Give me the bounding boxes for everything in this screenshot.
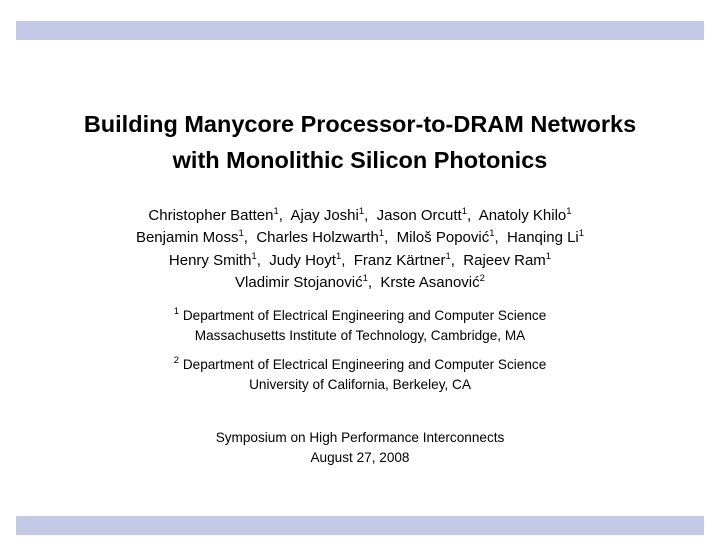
author-affiliation-mark: 1 — [251, 250, 257, 262]
venue-date: August 27, 2008 — [310, 450, 410, 465]
affiliation-berkeley — [0, 355, 720, 395]
author-affiliation-mark: 1 — [362, 272, 368, 284]
affiliation-department: Department of Electrical Engineering and Computer Science — [182, 357, 547, 372]
title-line-1: Building Manycore Processor-to-DRAM Networks — [83, 111, 637, 137]
author-affiliation-mark: 1 — [445, 250, 451, 262]
author-affiliation-mark: 1 — [238, 228, 244, 240]
author-line-3: Henry Smith$^1$, Judy Hoyt$^1$, Franz Kärtner$^1$, Rajeev Ram$^1$ — [168, 250, 552, 269]
author-list — [0, 205, 720, 294]
author-name: Henry Smith — [168, 251, 252, 269]
author-affiliation-mark: 1 — [461, 206, 468, 217]
affiliation-mit — [0, 306, 720, 346]
top-decorative-bar — [16, 21, 704, 40]
author-affiliation-mark: 1 — [273, 206, 279, 217]
author-name: Anatoly Khilo — [478, 207, 567, 224]
author-name: Vladimir Stojanović — [235, 273, 363, 291]
author-name: Christopher Batten — [148, 207, 274, 224]
author-name: Jason Orcutt — [376, 207, 462, 224]
venue-block — [0, 428, 720, 468]
author-name: Benjamin Moss — [135, 229, 239, 247]
author-name: Charles Holzwarth — [256, 229, 379, 247]
affiliation-institution: Massachusetts Institute of Technology, Cambridge, MA — [194, 328, 526, 343]
author-affiliation-mark: 1 — [335, 250, 342, 262]
author-affiliation-mark: 1 — [358, 206, 365, 217]
affiliation-mark: 1 — [173, 306, 180, 317]
slide-title — [0, 106, 720, 178]
author-affiliation-mark: 1 — [566, 206, 572, 217]
author-affiliation-mark: 1 — [489, 228, 495, 240]
affiliation-mark: 2 — [173, 355, 180, 366]
author-line-4: Vladimir Stojanović$^1$, Krste Asanović$^2$ — [235, 272, 485, 291]
author-line-2: Benjamin Moss$^1$, Charles Holzwarth$^1$, Miloš Popović$^1$, Hanqing Li$^1$ — [135, 228, 585, 247]
affiliation-department: Department of Electrical Engineering and Computer Science — [182, 308, 547, 323]
author-name: Krste Asanović — [380, 273, 480, 291]
author-name: Miloš Popović — [396, 229, 490, 247]
author-affiliation-mark: 1 — [545, 250, 552, 262]
venue-event: Symposium on High Performance Interconnects — [215, 430, 505, 445]
author-name: Hanqing Li — [507, 229, 579, 247]
author-affiliation-mark: 2 — [479, 272, 485, 284]
author-name: Ajay Joshi — [290, 207, 359, 224]
author-name: Franz Kärtner — [353, 251, 446, 269]
title-line-2: with Monolithic Silicon Photonics — [172, 147, 548, 173]
author-affiliation-mark: 1 — [578, 228, 585, 240]
author-name: Rajeev Ram — [463, 251, 546, 269]
author-affiliation-mark: 1 — [378, 228, 385, 240]
author-line-1: Christopher Batten$^1$, Ajay Joshi$^1$, Jason Orcutt$^1$, Anatoly Khilo$^1$ — [148, 206, 572, 224]
bottom-decorative-bar — [16, 516, 704, 535]
affiliation-institution: University of California, Berkeley, CA — [249, 377, 471, 392]
author-name: Judy Hoyt — [269, 251, 336, 269]
